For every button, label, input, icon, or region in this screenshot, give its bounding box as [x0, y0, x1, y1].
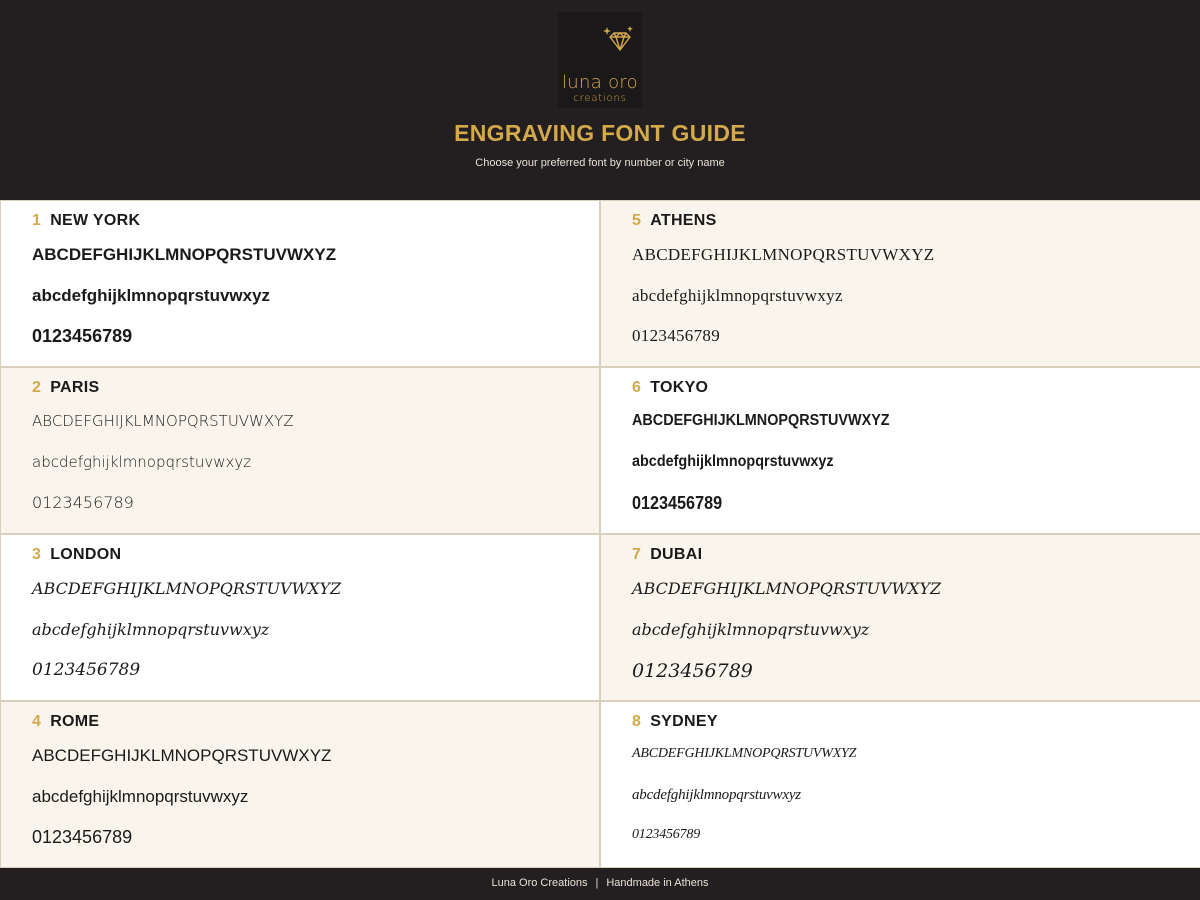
font-number: 2: [32, 379, 42, 396]
font-sample-lowercase: abcdefghijklmnopqrstuvwxyz: [32, 620, 270, 639]
font-sample-digits: 0123456789: [632, 660, 753, 682]
font-sample-uppercase: ABCDEFGHIJKLMNOPQRSTUVWXYZ: [632, 245, 935, 264]
sparkle-icon: [603, 27, 611, 35]
font-number: 5: [632, 212, 642, 229]
footer-tagline: Handmade in Athens: [606, 877, 709, 889]
brand-name: luna oro: [562, 72, 638, 93]
font-card-heading: [32, 212, 140, 230]
font-number: 7: [632, 546, 642, 563]
font-city-name: ATHENS: [650, 212, 717, 229]
brand-sub: creations: [573, 93, 627, 104]
font-sample-digits: 0123456789: [32, 660, 141, 680]
font-card-heading: [32, 713, 99, 731]
font-sample-lowercase: abcdefghijklmnopqrstuvwxyz: [32, 787, 249, 806]
font-card-rome: [1, 702, 599, 867]
page-title: ENGRAVING FONT GUIDE: [454, 120, 746, 146]
font-number: 1: [32, 212, 42, 229]
font-number: 6: [632, 379, 642, 396]
font-card-new-york: [1, 201, 599, 366]
font-sample-lowercase: abcdefghijklmnopqrstuvwxyz: [32, 453, 252, 471]
font-city-name: SYDNEY: [650, 713, 718, 730]
font-card-athens: [601, 201, 1200, 366]
font-sample-lowercase: abcdefghijklmnopqrstuvwxyz: [32, 286, 271, 305]
brand-logo: [558, 12, 642, 108]
font-grid: [0, 200, 1200, 868]
font-card-heading: [632, 212, 717, 230]
font-city-name: TOKYO: [650, 379, 709, 396]
font-card-heading: [632, 713, 718, 731]
font-card-paris: [1, 368, 599, 533]
font-sample-uppercase: ABCDEFGHIJKLMNOPQRSTUVWXYZ: [632, 579, 942, 598]
font-sample-uppercase: ABCDEFGHIJKLMNOPQRSTUVWXYZ: [632, 746, 857, 761]
font-sample-digits: 0123456789: [632, 827, 701, 842]
font-sample-digits: 0123456789: [632, 326, 720, 345]
font-card-dubai: [601, 535, 1200, 700]
footer-separator: |: [595, 877, 599, 889]
footer: [0, 868, 1200, 900]
font-sample-digits: 0123456789: [32, 493, 134, 512]
font-card-tokyo: [601, 368, 1200, 533]
footer-brand: Luna Oro Creations: [491, 877, 588, 889]
font-sample-lowercase: abcdefghijklmnopqrstuvwxyz: [632, 620, 870, 639]
font-sample-lowercase: abcdefghijklmnopqrstuvwxyz: [632, 286, 843, 305]
font-sample-uppercase: ABCDEFGHIJKLMNOPQRSTUVWXYZ: [632, 412, 890, 429]
font-city-name: NEW YORK: [50, 212, 141, 229]
font-sample-uppercase: ABCDEFGHIJKLMNOPQRSTUVWXYZ: [32, 412, 294, 430]
font-city-name: LONDON: [50, 546, 122, 563]
font-card-london: [1, 535, 599, 700]
font-sample-lowercase: abcdefghijklmnopqrstuvwxyz: [632, 453, 834, 470]
diamond-icon: [610, 33, 630, 50]
font-card-heading: [632, 546, 702, 564]
font-number: 3: [32, 546, 42, 563]
font-card-heading: [32, 379, 99, 397]
font-card-heading: [32, 546, 121, 564]
font-sample-uppercase: ABCDEFGHIJKLMNOPQRSTUVWXYZ: [32, 245, 337, 264]
font-sample-lowercase: abcdefghijklmnopqrstuvwxyz: [632, 787, 801, 803]
font-city-name: PARIS: [50, 379, 100, 396]
page-subtitle: Choose your preferred font by number or city name: [475, 157, 725, 169]
font-sample-digits: 0123456789: [32, 827, 133, 847]
font-city-name: ROME: [50, 713, 100, 730]
font-sample-digits: 0123456789: [32, 326, 133, 346]
font-sample-uppercase: ABCDEFGHIJKLMNOPQRSTUVWXYZ: [32, 579, 342, 598]
header: [0, 0, 1200, 200]
crescent-moon-icon: [558, 12, 642, 72]
font-number: 8: [632, 713, 642, 730]
font-sample-uppercase: ABCDEFGHIJKLMNOPQRSTUVWXYZ: [32, 746, 332, 765]
font-card-heading: [632, 379, 708, 397]
font-sample-digits: 0123456789: [632, 493, 723, 513]
font-card-sydney: [601, 702, 1200, 867]
font-number: 4: [32, 713, 42, 730]
font-city-name: DUBAI: [650, 546, 703, 563]
